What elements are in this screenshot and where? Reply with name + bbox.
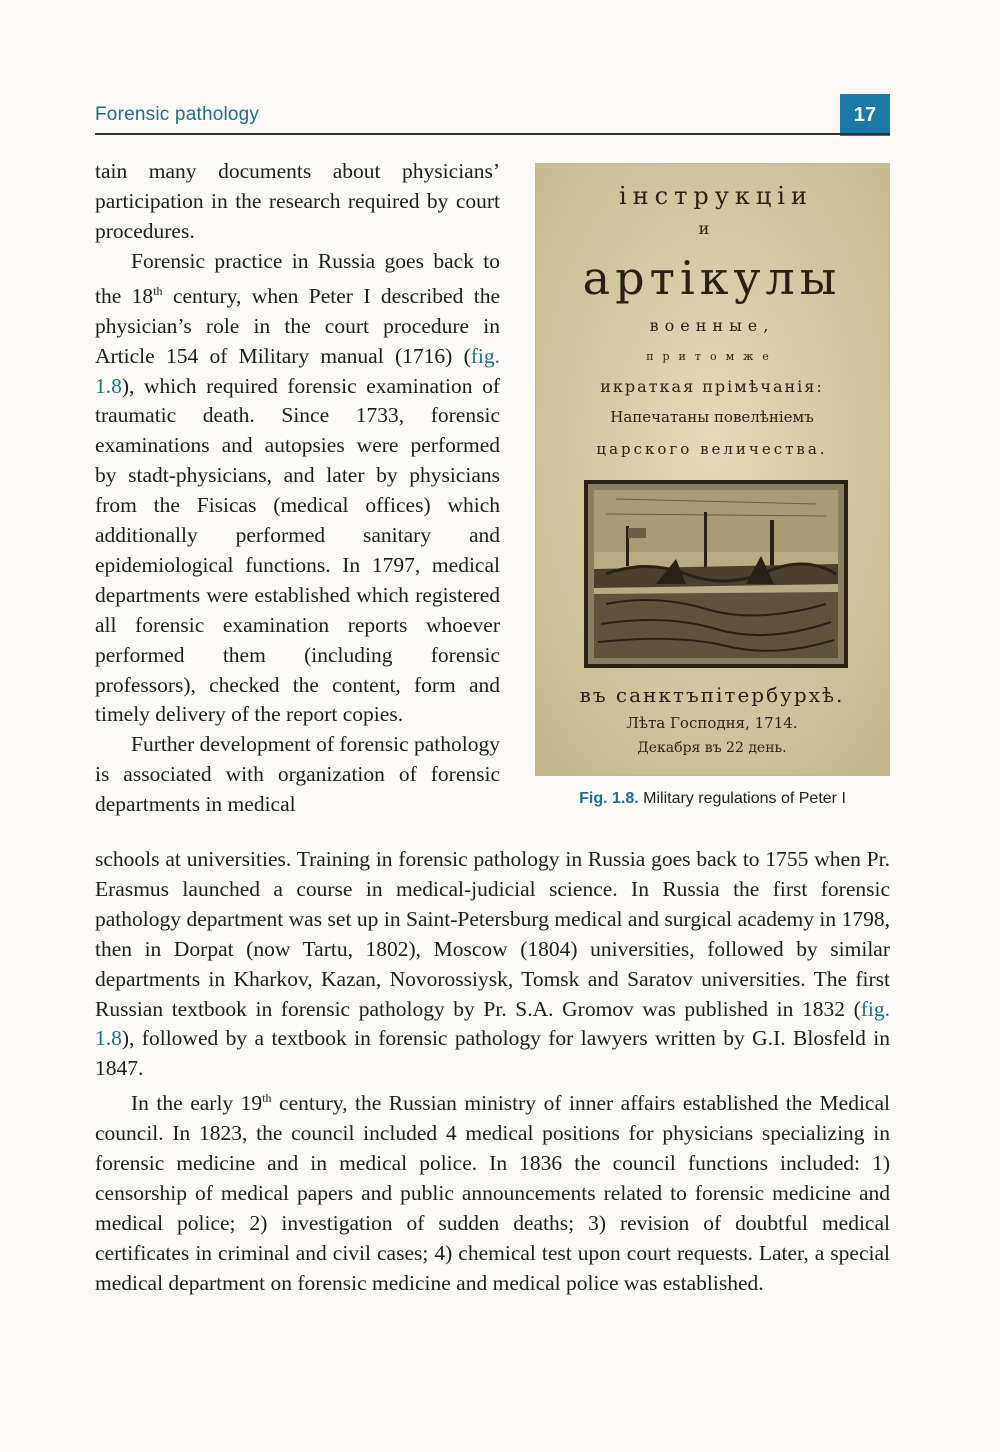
superscript: th <box>262 1091 272 1106</box>
imprint-line: Декабря въ 22 день. <box>637 740 787 756</box>
imprint-line: Лѣта Господня, 1714. <box>626 714 798 732</box>
title-line: притомже <box>646 350 778 363</box>
engraving-vignette <box>586 482 846 666</box>
text-run: Forensic practice in Russia goes back to the 18 <box>95 248 500 308</box>
title-line: и <box>698 219 710 238</box>
title-line: артікулы <box>582 251 842 305</box>
text-run: In the early 19 <box>131 1091 263 1116</box>
title-line: военные, <box>649 316 775 335</box>
paragraph: Further development of forensic pathology is associated with organization of forensic departments in medical <box>95 732 500 817</box>
text-run: century, the Russian ministry of inner affairs established the Medical council. In 1823, the council included 4 medical positions for physicians specializing in forensic medicine and in medical police. In 1836 the council functions included: 1) censorship of medical papers and public announcements related to forensic medicine and medical police; 2) investigation of sudden deaths; 3) revision of doubtful medical certificates in criminal and civil cases; 4) chemical test upon court requests. Later, a special medical department on forensic medicine and medical police was established. <box>95 1091 890 1295</box>
text-run: ), which required forensic examination of traumatic death. Since 1733, forensic examinations and autopsies were performed by stadt-physicians, and later by physicians from the Fisicas (medical offices) which additionally performed sanitary and epidemiological functions. In 1797, medical departments were established which registered all forensic examination reports whoever performed them (including forensic professors), checked the content, form and timely delivery of the report copies. <box>95 373 500 727</box>
paragraph <box>95 845 890 1084</box>
figure-title-page <box>535 163 890 776</box>
running-title: Forensic pathology <box>95 104 260 125</box>
figure-label: Fig. 1.8. <box>579 790 639 807</box>
title-line: икраткая прімѣчанія: <box>600 377 824 396</box>
figure-caption <box>535 790 890 808</box>
text-run: ), followed by a textbook in forensic pathology for lawyers written by G.I. Blosfeld in 1847. <box>95 1026 890 1081</box>
running-header <box>95 100 890 136</box>
caption-text: Military regulations of Peter I <box>643 790 846 807</box>
title-line: Напечатаны повелѣніемъ <box>610 408 814 426</box>
figure-link[interactable]: fig. 1.8 <box>95 996 890 1051</box>
paragraph: tain many documents about physicians’ participation in the research required by court procedures. <box>95 159 500 243</box>
imprint-line: въ санктъпітербурхѣ. <box>579 683 845 707</box>
paragraph <box>95 247 500 731</box>
text-run: schools at universities. Training in forensic pathology in Russia goes back to 1755 when Pr. Erasmus launched a course in medical-judicial science. In Russia the first forensic pathology department was set up in Saint-Petersburg medical and surgical academy in 1798, then in Dorpat (now Tartu, 1802), Moscow (1804) universities, followed by similar departments in Kharkov, Kazan, Novorossiysk, Tomsk and Saratov universities. The first Russian textbook in forensic pathology by Pr. S.A. Gromov was published in 1832 ( <box>95 847 890 1021</box>
header-rule <box>95 133 890 135</box>
left-column <box>95 157 500 820</box>
full-width-text <box>95 845 890 1299</box>
title-line: царского величества. <box>596 440 828 458</box>
title-line: інструкціи <box>619 182 813 210</box>
text-run: century, when Peter I described the physician’s role in the court procedure in Article 154 of Military manual (1716) ( <box>95 283 500 368</box>
superscript: th <box>153 283 163 298</box>
page-number: 17 <box>840 94 890 136</box>
paragraph <box>95 1084 890 1299</box>
figure-link[interactable]: fig. 1.8 <box>95 343 500 398</box>
title-page-image <box>536 164 889 775</box>
